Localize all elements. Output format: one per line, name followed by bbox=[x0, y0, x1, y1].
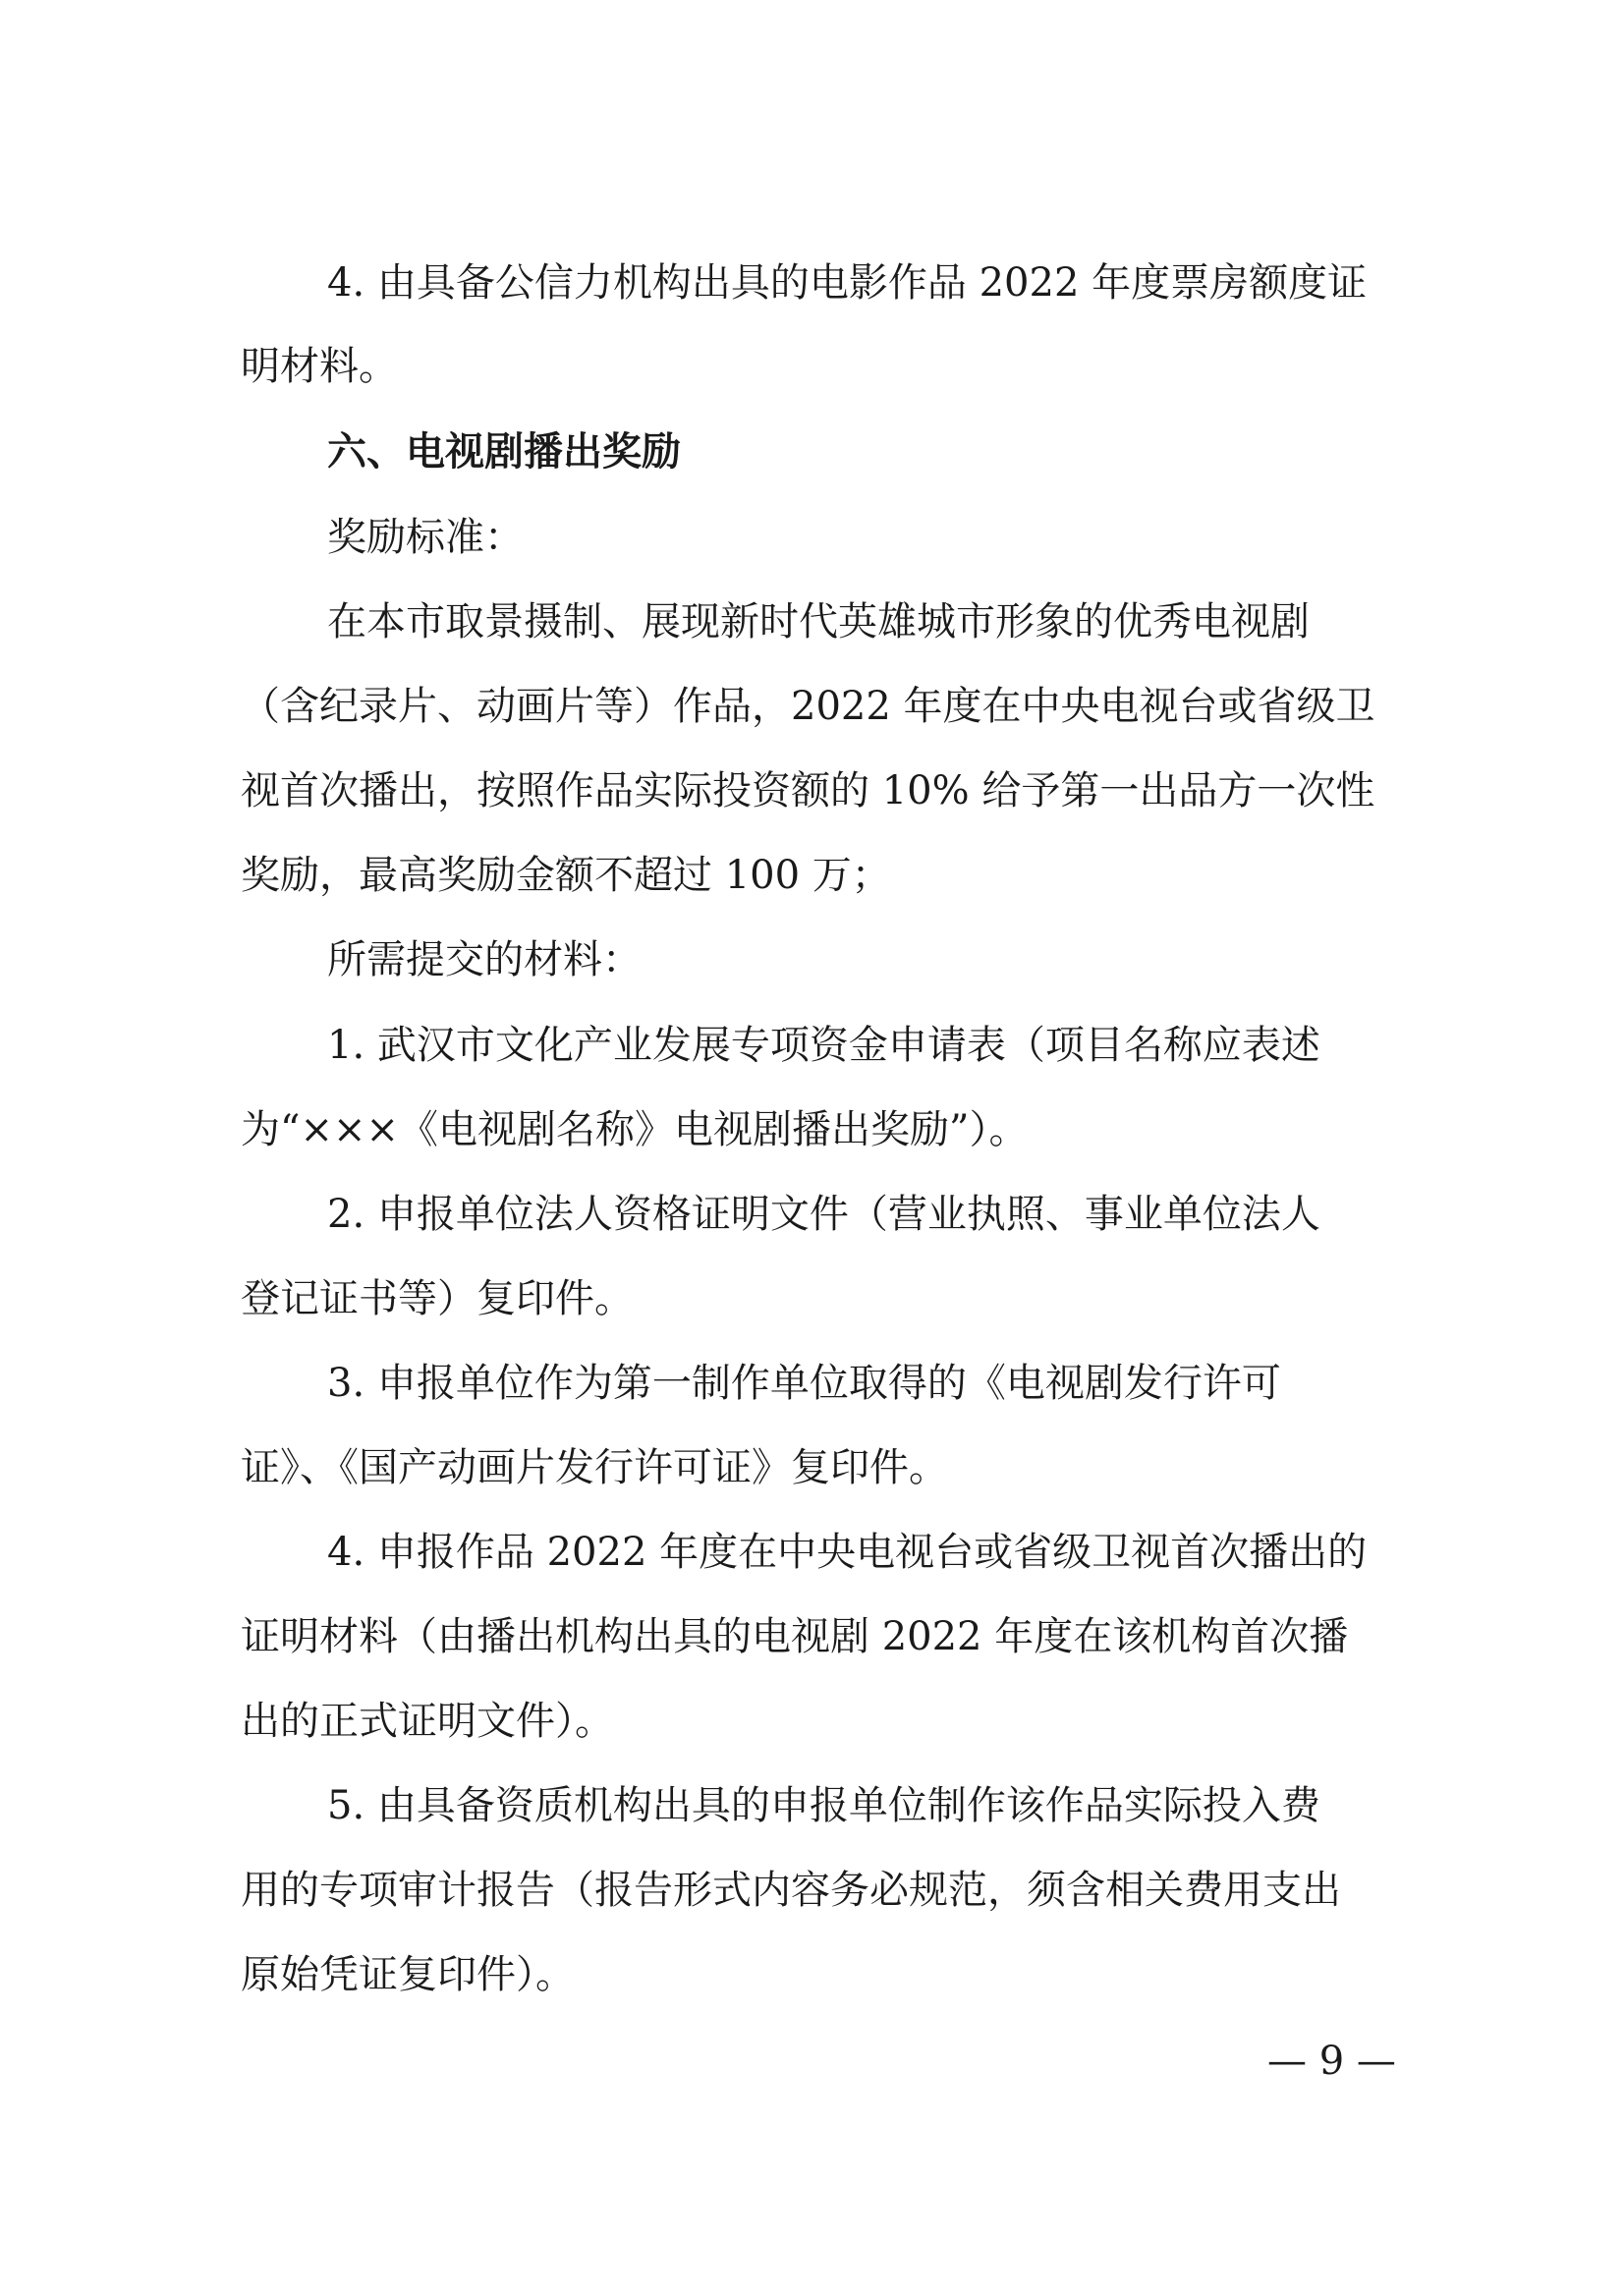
paragraph-line: 用的专项审计报告（报告形式内容务必规范，须含相关费用支出 bbox=[241, 1868, 1341, 1913]
paragraph-line: 1. 武汉市文化产业发展专项资金申请表（项目名称应表述 bbox=[327, 1023, 1320, 1068]
paragraph-line: 视首次播出，按照作品实际投资额的 10% 给予第一出品方一次性 bbox=[241, 768, 1375, 813]
paragraph-line: 为“×××《电视剧名称》电视剧播出奖励”）。 bbox=[241, 1107, 1029, 1152]
paragraph-line: 5. 由具备资质机构出具的申报单位制作该作品实际投入费 bbox=[327, 1783, 1320, 1828]
paragraph-line: 2. 申报单位法人资格证明文件（营业执照、事业单位法人 bbox=[327, 1192, 1320, 1237]
paragraph-line: 3. 申报单位作为第一制作单位取得的《电视剧发行许可 bbox=[327, 1361, 1281, 1406]
paragraph-line: 明材料。 bbox=[241, 344, 398, 389]
paragraph-line: 证明材料（由播出机构出具的电视剧 2022 年度在该机构首次播 bbox=[241, 1614, 1349, 1659]
paragraph-line: 原始凭证复印件）。 bbox=[241, 1952, 575, 1997]
paragraph-line: （含纪录片、动画片等）作品，2022 年度在中央电视台或省级卫 bbox=[241, 684, 1375, 729]
page-number: — 9 — bbox=[1267, 2039, 1396, 2084]
paragraph-line: 登记证书等）复印件。 bbox=[241, 1276, 634, 1321]
paragraph-line: 证》、《国产动画片发行许可证》复印件。 bbox=[241, 1445, 948, 1490]
section-heading: 六、电视剧播出奖励 bbox=[327, 429, 681, 475]
paragraph-line: 在本市取景摄制、展现新时代英雄城市形象的优秀电视剧 bbox=[327, 599, 1310, 644]
subheading-line: 所需提交的材料： bbox=[327, 937, 642, 982]
paragraph-line: 4. 由具备公信力机构出具的电影作品 2022 年度票房额度证 bbox=[327, 260, 1368, 306]
subheading-line: 奖励标准： bbox=[327, 515, 524, 560]
paragraph-line: 4. 申报作品 2022 年度在中央电视台或省级卫视首次播出的 bbox=[327, 1530, 1368, 1575]
paragraph-line: 出的正式证明文件）。 bbox=[241, 1699, 614, 1744]
paragraph-line: 奖励，最高奖励金额不超过 100 万； bbox=[241, 853, 891, 898]
